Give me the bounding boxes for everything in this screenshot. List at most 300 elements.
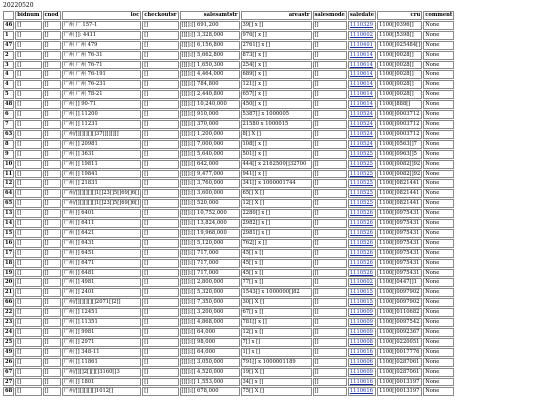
table-cell: [][]:[] 2,800,000 [180,278,240,287]
table-cell: [] [15,219,41,228]
table-cell: 689[] x [] [241,70,312,79]
table-cell: [] [142,358,178,367]
table-cell: [] [142,338,178,347]
table-cell: [] [313,278,347,287]
table-cell: [] [15,239,41,248]
table-cell: 11 [5,170,13,177]
table-cell: 46 [5,21,13,28]
table-cell: 1100[]0003712 [377,120,422,129]
table-cell: [] [43,70,61,79]
table-cell: 1100[]888[] [377,100,422,109]
cru-link[interactable]: 1110614 [348,80,376,89]
table-cell: [][]:[] 520,000 [180,199,240,208]
cru-link[interactable]: 1110615 [348,298,376,307]
table-cell: None [423,387,454,396]
cru-link[interactable]: 1110525 [348,179,376,188]
table-cell: 254[] x [] [241,61,312,70]
table-cell: 广州 [] 6471 [62,259,142,268]
table-cell: [][]:[] 4,464,000 [180,70,240,79]
table-cell: [] [43,41,61,50]
table-cell: 1100[]0396[] [377,21,422,30]
table-cell: 2982[] x [] [241,219,312,228]
table-cell: 3 [3,61,14,70]
table-cell: [] [43,209,61,218]
table-cell: [] [142,61,178,70]
table-cell: [] [142,21,178,30]
table-cell: [] [43,358,61,367]
table-cell: 1100[]0975431 [377,239,422,248]
cru-link[interactable]: 1110525 [348,170,376,179]
cru-link[interactable]: 1110614 [348,61,376,70]
table-cell: [] [313,80,347,89]
table-cell: 1100[]0975431 [377,209,422,218]
table-cell: 23 [5,319,13,326]
table-cell: 66 [5,299,13,306]
column-header-salesamtstr: salesamtstr [180,11,240,20]
table-cell: [][]:[] 678,000 [180,387,240,396]
table-cell: 1100[]0963[]5 [377,150,422,159]
table-cell: [] [15,249,41,258]
table-cell: None [423,269,454,278]
table-cell: 1100[]0975431 [377,269,422,278]
table-row [3,51,454,60]
table-cell: [] [15,229,41,238]
table-cell: [][]:[] 4,520,000 [180,368,240,377]
table-cell: None [423,110,454,119]
table-cell: 1100[]025484[] [379,41,421,48]
table-cell: [][]:[] 64,000 [180,328,240,337]
table-cell: None [423,239,454,248]
table-cell: 1100[]0563[]7 [377,140,422,149]
table-row [3,229,454,238]
table-cell: 39[] x [] [241,21,312,30]
table-row [3,338,454,347]
column-header-bidnum: bidnum [17,12,40,18]
table-cell: [] [313,269,347,278]
cru-link[interactable]: 1110524 [348,120,376,129]
cru-link[interactable]: 1110525 [348,160,376,169]
column-header-cnod: cnod [44,12,59,18]
table-cell: [] [15,199,41,208]
column-header-saledate: saledate [349,12,375,18]
table-cell: 广州 [] 12451 [62,308,142,317]
cru-link[interactable]: 1110525 [348,150,376,159]
table-cell: [] [142,219,178,228]
cru-link[interactable]: 1110526 [348,259,376,268]
table-cell: 657[] x [] [241,90,312,99]
report-date: 20220520 [3,2,34,9]
table-cell: None [423,328,454,337]
table-cell: [] [142,31,178,40]
table-row [3,80,454,89]
table-cell: [] [313,31,347,40]
table-cell: 1100[]0975431 [377,219,422,228]
table-cell: 广州 [] 19811 [62,160,142,169]
table-cell: 1100[]0821441 [377,199,422,208]
table-cell: 12[] x [] [241,328,312,337]
table-cell: [] [15,348,41,357]
table-cell: [] [313,219,347,228]
table-cell: 22 [5,309,13,316]
cru-link[interactable]: 1110614 [348,70,376,79]
table-cell: 1100[]0003712 [377,130,422,139]
table-cell: None [423,308,454,317]
table-cell: [][]:[] 10,752,000 [180,209,240,218]
table-cell: 广州 [] 90-71 [62,100,142,109]
table-cell: [] [15,387,41,396]
table-cell: [][]:[] 10,240,000 [180,100,240,109]
table-cell: [] [15,189,41,198]
cru-link[interactable]: 1110526 [348,209,376,218]
table-cell: [] [142,387,178,396]
table-cell: [][]:[] 717,000 [180,269,240,278]
table-cell: [][]:[] 19,968,000 [180,229,240,238]
table-cell: 5387[] x 1000005 [241,110,312,119]
table-cell: None [423,80,454,89]
table-cell: None [423,229,454,238]
table-cell: [][]:[] 7,000,000 [180,140,240,149]
table-cell: [] [43,160,61,169]
table-cell: 广州 [] 6401 [62,209,142,218]
table-cell: 75[] X [] [241,387,312,396]
table-cell: [] [142,328,178,337]
table-cell: [] [313,259,347,268]
table-cell: [][]:[] 64,000 [180,348,240,357]
cru-link[interactable]: 1110614 [348,100,376,109]
cru-link[interactable]: 1110608 [348,338,376,347]
table-cell: [] [142,278,178,287]
table-cell: [] [15,278,41,287]
table-cell: 68 [5,388,13,395]
table-cell: [] [313,51,347,60]
column-header-comment: comment [425,12,453,18]
table-cell: 45[] x [] [241,269,312,278]
table-cell: 广州 广州 76-231 [62,80,142,89]
table-row [3,160,454,169]
table-cell: [][]:[] 5,120,000 [180,239,240,248]
table-cell: 791[] x 1000001189 [241,358,312,367]
table-cell: [] [15,170,41,179]
table-row [3,100,454,109]
table-cell: 1100[]0017776 [377,348,422,357]
table-cell: 48 [5,101,13,108]
table-cell: None [423,140,454,149]
cru-link[interactable]: 1110526 [348,249,376,258]
table-cell: 9 [3,150,14,159]
table-cell: [] [313,130,347,139]
table-cell: 广州 [] 11200 [62,110,142,119]
table-row [3,150,454,159]
cru-link[interactable]: 1110609 [348,368,376,377]
table-cell: 2 [3,51,14,60]
cru-link[interactable]: 1110329 [348,21,376,30]
table-cell: 781[] x [] [241,318,312,327]
table-row [3,259,454,268]
table-cell: 19 [5,269,13,276]
table-cell: None [423,378,454,387]
table-cell: 广州 [] 2971 [62,338,142,347]
column-header-salesmode: salesmode [314,12,345,18]
cru-link[interactable]: 1110526 [348,229,376,238]
table-cell: [] [43,80,61,89]
table-cell: 65 [5,200,13,207]
table-row [3,308,454,317]
table-cell: 1100[]0013197 [377,378,422,387]
cru-link[interactable]: 1110602 [348,31,376,40]
table-cell: [] [43,378,61,387]
table-cell: 广州 广 157-1 [62,21,142,30]
table-cell: [] [15,318,41,327]
table-cell: [] [43,328,61,337]
table-cell: [] [43,338,61,347]
table-cell: 广州 [] 6411 [62,219,142,228]
table-cell: 广州 [] 11861 [62,358,142,367]
table-cell: 2761[] x [] [241,41,312,50]
table-cell: 1100[]0028[] [377,80,422,89]
table-cell: 广州 [] 6431 [62,239,142,248]
table-cell: [] [15,100,41,109]
table-cell: 45[] x [] [241,259,312,268]
table-cell: [] [142,288,178,297]
table-cell: 873[] x [] [241,51,312,60]
table-cell: 1100[]0013197 [377,387,422,396]
column-header-checkoutsr: checkoutsr [144,12,177,18]
table-cell: [] [142,120,178,129]
table-row [3,249,454,258]
table-row [3,378,454,387]
table-cell: 444[] x 2162500[]32700 [241,160,312,169]
table-cell: [] [43,170,61,179]
table-cell: [] [43,348,61,357]
table-cell: 30[] X [] [241,298,312,307]
table-cell: 广州 [] 6421 [62,229,142,238]
table-cell: 1100[]0082[]92 [379,160,421,167]
cru-link[interactable]: 1110616 [348,348,376,357]
table-cell: 广州 [] 4981 [62,278,142,287]
table-cell: [] [313,140,347,149]
cru-link[interactable]: 1110614 [348,51,376,60]
table-cell: [] [43,150,61,159]
table-row [3,348,454,357]
table-cell: 65[] X [] [241,189,312,198]
cru-link[interactable]: 1110602 [348,278,376,287]
table-cell: [] [313,199,347,208]
table-cell: [] [43,51,61,60]
table-cell: [] [313,21,347,30]
table-cell: [] [15,140,41,149]
table-cell: 108[] x [] [241,140,312,149]
table-row [3,219,454,228]
table-cell: [] [43,239,61,248]
table-cell: None [423,199,454,208]
cru-link[interactable]: 1110615 [348,288,376,297]
cru-link[interactable]: 1110524 [348,130,376,139]
table-cell: [] [43,229,61,238]
table-cell: 12[] X [] [241,199,312,208]
table-cell: [] [313,378,347,387]
table-row [3,21,454,30]
table-cell: 63 [5,130,13,137]
cru-link[interactable]: 1110616 [348,378,376,387]
table-cell: [] [43,387,61,396]
table-cell: [] [15,298,41,307]
table-cell: 广州 广州 76-71 [62,61,142,70]
table-cell: [][]:[] 9,477,000 [180,170,240,179]
cru-link[interactable]: 1110609 [348,328,376,337]
cru-link[interactable]: 1110524 [348,140,376,149]
table-cell: [] [142,199,178,208]
table-cell: [] [15,21,41,30]
table-cell: 47 [5,41,13,48]
table-row [3,318,454,327]
table-cell: [][]:[] 5,662,800 [180,51,240,60]
table-cell: [] [142,80,178,89]
table-cell: [][]:[] 3,328,000 [180,31,240,40]
table-cell: 广州 [] 11351 [62,318,142,327]
table-cell: 广州 []: 4411 [62,31,142,40]
table-cell: 67[] x [] [241,308,312,317]
table-cell: 1100[]0097542 [377,318,422,327]
table-cell: 341[] x 1000001744 [241,179,312,188]
table-cell: [] [15,150,41,159]
table-cell: 广州 [] 20981 [62,140,142,149]
table-cell: [] [142,179,178,188]
table-cell: [][]:[] 717,000 [180,259,240,268]
table-cell: None [423,249,454,258]
table-cell: 7 [3,120,14,129]
table-cell: 广州/[][][][][]37[][][][] [62,130,142,139]
table-cell: [] [15,70,41,79]
table-cell: 4 [3,80,14,89]
table-cell: 广州/[][][][][]1[]23[]5[]69[]6[] [63,190,140,197]
column-header-index [3,11,14,20]
table-cell: [] [142,269,178,278]
table-cell: [] [43,120,61,129]
cru-link[interactable]: 1110616 [348,387,376,396]
table-cell: [] [313,120,347,129]
table-cell: 1100[]0028[] [377,90,422,99]
table-cell: [] [142,90,178,99]
table-row [3,41,454,50]
table-cell: [] [142,259,178,268]
table-cell: [] [43,110,61,119]
table-cell: [] [43,298,61,307]
cru-link[interactable]: 1110401 [348,41,376,50]
table-cell: [] [43,199,61,208]
table-cell: 广州 广州 76-31 [62,51,142,60]
table-cell: [][]:[] 98,000 [180,338,240,347]
table-cell: [] [15,31,41,40]
table-cell: [] [313,160,347,169]
cru-link[interactable]: 1110614 [348,90,376,99]
table-cell: [][]:[] 1,200,000 [180,130,240,139]
table-cell: [] [142,368,178,377]
table-cell: [] [43,21,61,30]
table-cell: 10 [5,160,13,167]
table-row [3,269,454,278]
table-cell: [] [313,348,347,357]
table-cell: 2981[] x [] [241,229,312,238]
cru-link[interactable]: 1110524 [348,110,376,119]
table-row [3,130,454,139]
table-cell: 976[] x [] [241,31,312,40]
table-row [3,31,454,40]
table-cell: [] [43,308,61,317]
table-row [3,239,454,248]
table-cell: [] [15,80,41,89]
table-cell: [] [43,249,61,258]
table-cell: [] [142,51,178,60]
table-cell: [][]:[] 691,200 [180,21,240,30]
table-cell: 广州/[][][][][]2071[]2[] [62,298,142,307]
table-cell: [] [15,160,41,169]
table-cell: 21 [5,289,13,296]
table-cell: [] [43,269,61,278]
table-cell: None [423,130,454,139]
table-cell: [][]:[] 6,156,800 [180,41,240,50]
table-cell: 8 [3,140,14,149]
table-cell: None [423,288,454,297]
table-cell: None [423,170,454,179]
table-cell: [] [43,219,61,228]
cru-link[interactable]: 1110606 [348,358,376,367]
table-cell: 广州 [] 6481 [62,269,142,278]
table-cell: [] [43,140,61,149]
table-cell: [][]:[] 7,350,000 [180,298,240,307]
table-cell: 24 [5,329,13,335]
table-cell: [][]:[] 642,000 [180,160,240,169]
table-cell: [] [313,110,347,119]
table-cell: 1100[]0287061 [377,368,422,377]
table-cell: 1100[]0975431 [377,259,422,268]
table-cell: [] [142,160,178,169]
table-cell: [] [142,249,178,258]
table-cell: [] [313,328,347,337]
table-cell: [][]:[] 370,000 [180,120,240,129]
cru-link[interactable]: 1110525 [348,199,376,208]
table-cell: [] [43,318,61,327]
table-cell: [] [142,378,178,387]
table-cell: [] [142,140,178,149]
cru-link[interactable]: 1110526 [348,269,376,278]
table-cell: 1100[]0447[]1 [377,278,422,287]
table-cell: [] [313,61,347,70]
table-cell: 1100[]0092367 [377,328,422,337]
table-cell: [] [15,41,41,50]
table-cell: 26 [5,358,13,365]
cru-link[interactable]: 1110525 [348,189,376,198]
table-row [3,70,454,79]
table-row [3,170,454,179]
table-cell: [] [142,170,178,179]
cru-link[interactable]: 1110609 [348,318,376,327]
table-cell: [] [43,368,61,377]
cru-link[interactable]: 1110609 [348,308,376,317]
cru-link[interactable]: 1110526 [348,219,376,228]
table-cell: [] [142,189,178,198]
table-cell: [] [15,179,41,188]
table-cell: [][]:[] 910,000 [180,110,240,119]
table-cell: [][]:[] 5,640,000 [180,150,240,159]
table-cell: [] [313,229,347,238]
table-cell: 广州 [] 2401 [62,288,142,297]
cru-link[interactable]: 1110526 [348,239,376,248]
table-cell: [] [142,70,178,79]
table-cell: [] [15,90,41,99]
table-cell: [][]:[] 3,760,000 [180,179,240,188]
table-cell: [] [313,298,347,307]
table-cell: None [423,209,454,218]
